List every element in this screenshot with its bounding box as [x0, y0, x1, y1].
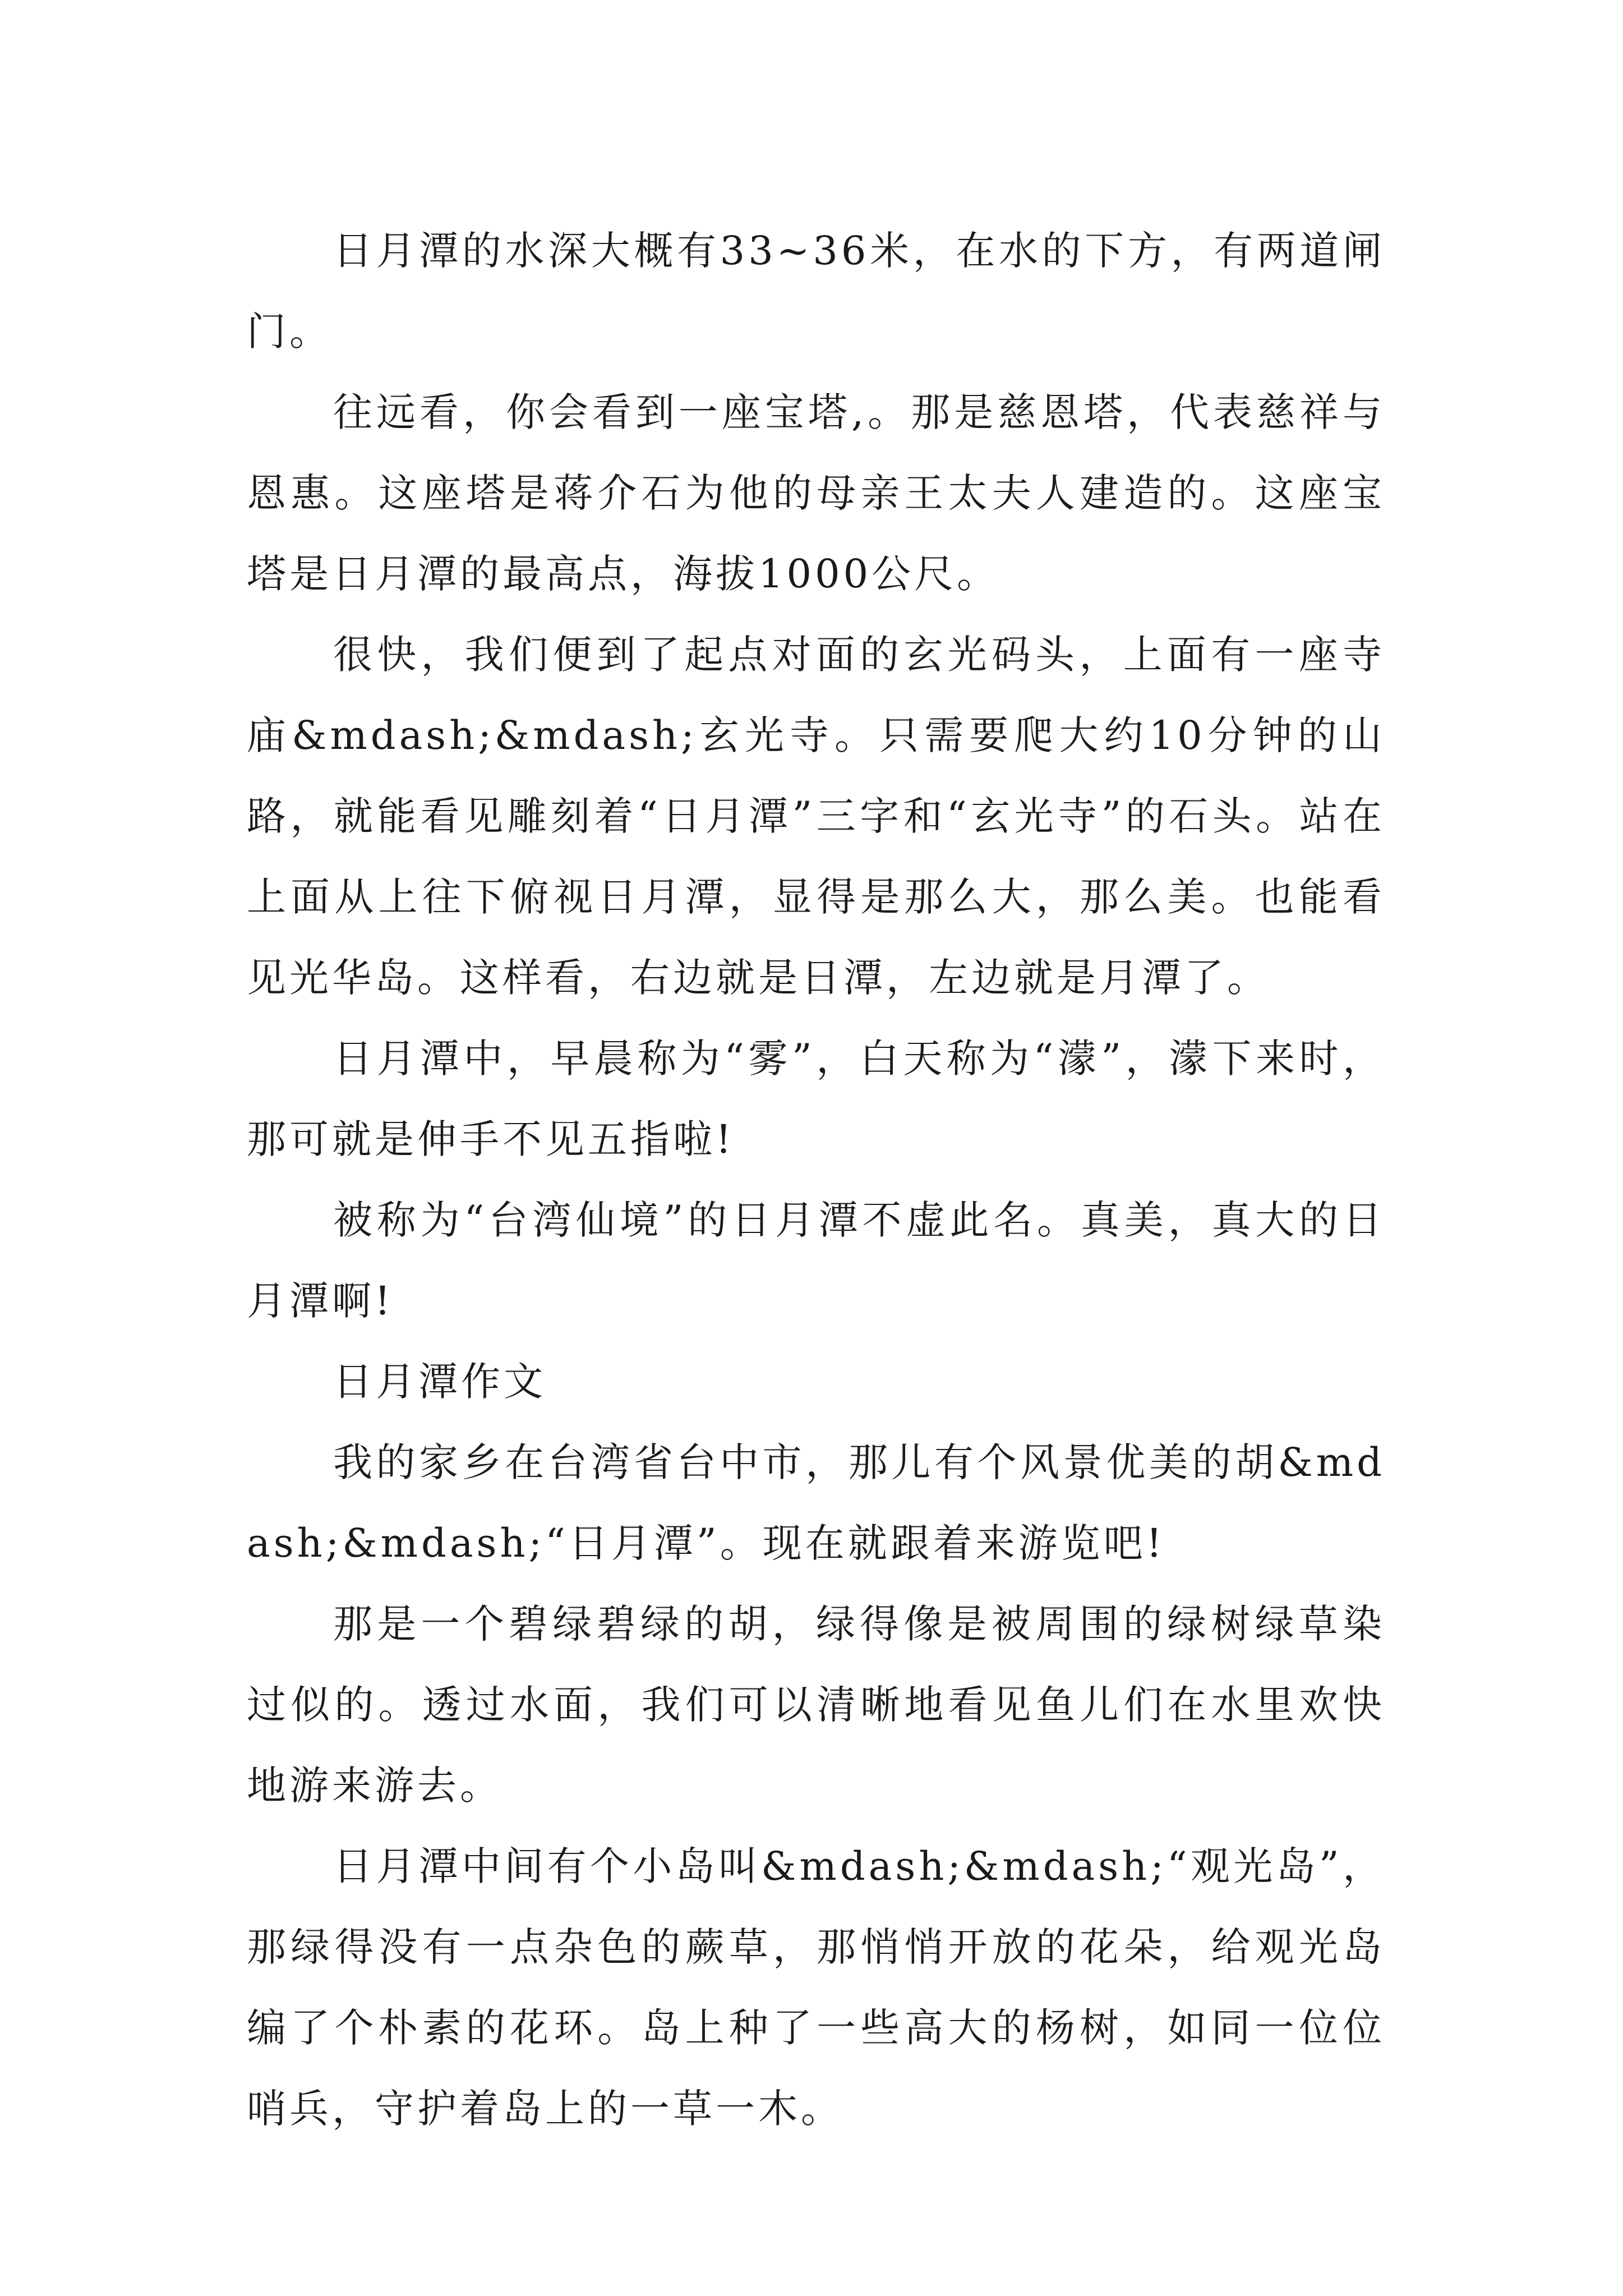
- paragraph-green-lake: 那是一个碧绿碧绿的胡，绿得像是被周围的绿树绿草染过似的。透过水面，我们可以清晰地看见鱼儿们在水里欢快地游来游去。: [247, 1601, 1385, 1809]
- paragraph-island: 日月潭中间有个小岛叫&mdash;&mdash;“观光岛”，那绿得没有一点杂色的蕨草，那悄悄开放的花朵，给观光岛编了个朴素的花环。岛上种了一些高大的杨树，如同一位位哨兵，守护着岛上的一草一木。: [247, 1843, 1385, 2132]
- essay-body: [247, 210, 1385, 2149]
- paragraph-fog: 日月潭中，早晨称为“雾”，白天称为“濛”，濛下来时，那可就是伸手不见五指啦!: [247, 1036, 1385, 1162]
- paragraph-water-depth: 日月潭的水深大概有33~36米，在水的下方，有两道闸门。: [247, 228, 1385, 355]
- paragraph-temple: 很快，我们便到了起点对面的玄光码头，上面有一座寺庙&mdash;&mdash;玄光寺。只需要爬大约10分钟的山路，就能看见雕刻着“日月潭”三字和“玄光寺”的石头。站在上面从上往下俯视日月潭，显得是那么大，那么美。也能看见光华岛。这样看，右边就是日潭，左边就是月潭了。: [247, 632, 1385, 1001]
- essay-title: 日月潭作文: [333, 1359, 546, 1405]
- paragraph-hometown: 我的家乡在台湾省台中市，那儿有个风景优美的胡&mdash;&mdash;“日月潭”。现在就跟着来游览吧!: [247, 1439, 1385, 1566]
- paragraph-fairyland: 被称为“台湾仙境”的日月潭不虚此名。真美，真大的日月潭啊!: [247, 1197, 1385, 1324]
- paragraph-pagoda: 往远看，你会看到一座宝塔,。那是慈恩塔，代表慈祥与恩惠。这座塔是蒋介石为他的母亲王太夫人建造的。这座宝塔是日月潭的最高点，海拔1000公尺。: [247, 389, 1385, 597]
